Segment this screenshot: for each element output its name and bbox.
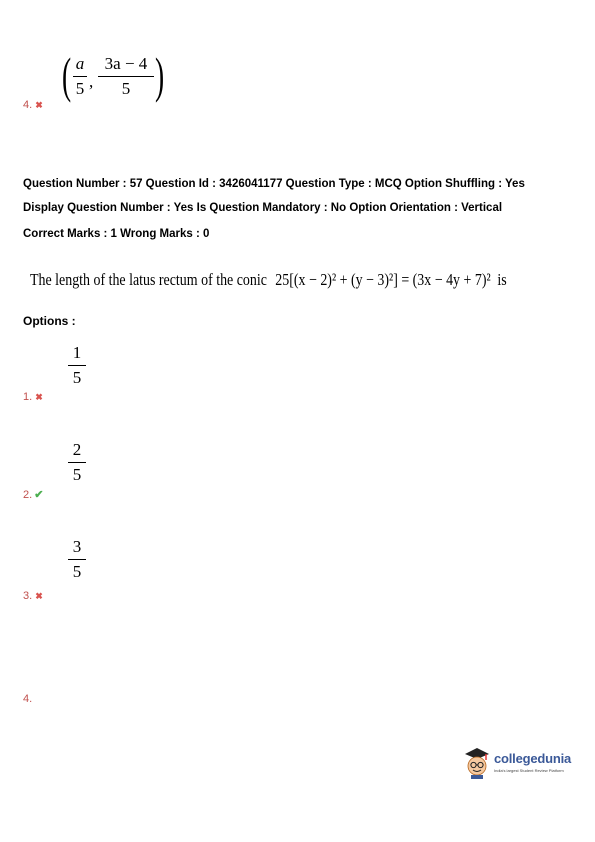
- brand-name: collegedunia: [494, 751, 572, 766]
- option-number: 3.: [23, 590, 33, 602]
- fraction-a-over-5: [73, 54, 87, 99]
- cross-icon: ✖: [35, 392, 43, 402]
- brand-tagline: India's largest Student Review Platform: [494, 768, 564, 773]
- question-stem: The length of the latus rectum of the conic: [30, 270, 267, 289]
- option-number: 4.: [23, 693, 33, 705]
- numerator: 3: [72, 537, 82, 556]
- cross-icon: ✖: [35, 591, 43, 601]
- numerator: 2: [72, 440, 82, 459]
- left-paren: (: [62, 47, 72, 103]
- question-text: [30, 270, 507, 290]
- options-label: Options :: [23, 314, 76, 328]
- option-1-fraction: [68, 343, 86, 388]
- option-2-fraction: [68, 440, 86, 485]
- denominator: 5: [72, 368, 82, 387]
- question-equation: 25[(x − 2)² + (y − 3)²] = (3x − 4y + 7)²: [275, 270, 491, 289]
- option-number: 4.: [23, 99, 33, 111]
- question-meta-line1: Question Number : 57 Question Id : 3426041177 Question Type : MCQ Option Shuffling : Yes: [23, 178, 525, 190]
- right-paren: ): [155, 47, 165, 103]
- comma: ,: [89, 72, 94, 91]
- prev-option-expression: [62, 47, 172, 110]
- denominator: 5: [72, 465, 82, 484]
- denominator: 5: [75, 79, 85, 98]
- option-4[interactable]: [23, 689, 32, 707]
- option-number: 2.: [23, 489, 33, 501]
- denominator: 5: [72, 562, 82, 581]
- option-number: 1.: [23, 391, 33, 403]
- option-3[interactable]: [23, 586, 43, 604]
- option-3-fraction: [68, 537, 86, 582]
- question-tail: is: [497, 270, 507, 289]
- fraction-3a-4-over-5: [98, 54, 154, 99]
- numerator: a: [75, 54, 85, 73]
- check-icon: ✔: [34, 489, 44, 501]
- collegedunia-logo: [462, 745, 587, 785]
- mascot-icon: [462, 745, 492, 779]
- numerator: 1: [72, 343, 82, 362]
- option-1[interactable]: [23, 387, 43, 405]
- denominator: 5: [121, 79, 131, 98]
- prev-option-4: [23, 95, 43, 113]
- option-2[interactable]: [23, 485, 43, 503]
- numerator: 3a − 4: [104, 54, 148, 73]
- question-meta-line3: Correct Marks : 1 Wrong Marks : 0: [23, 228, 210, 240]
- question-meta-line2: Display Question Number : Yes Is Question Mandatory : No Option Orientation : Vertical: [23, 202, 503, 214]
- cross-icon: ✖: [35, 100, 43, 110]
